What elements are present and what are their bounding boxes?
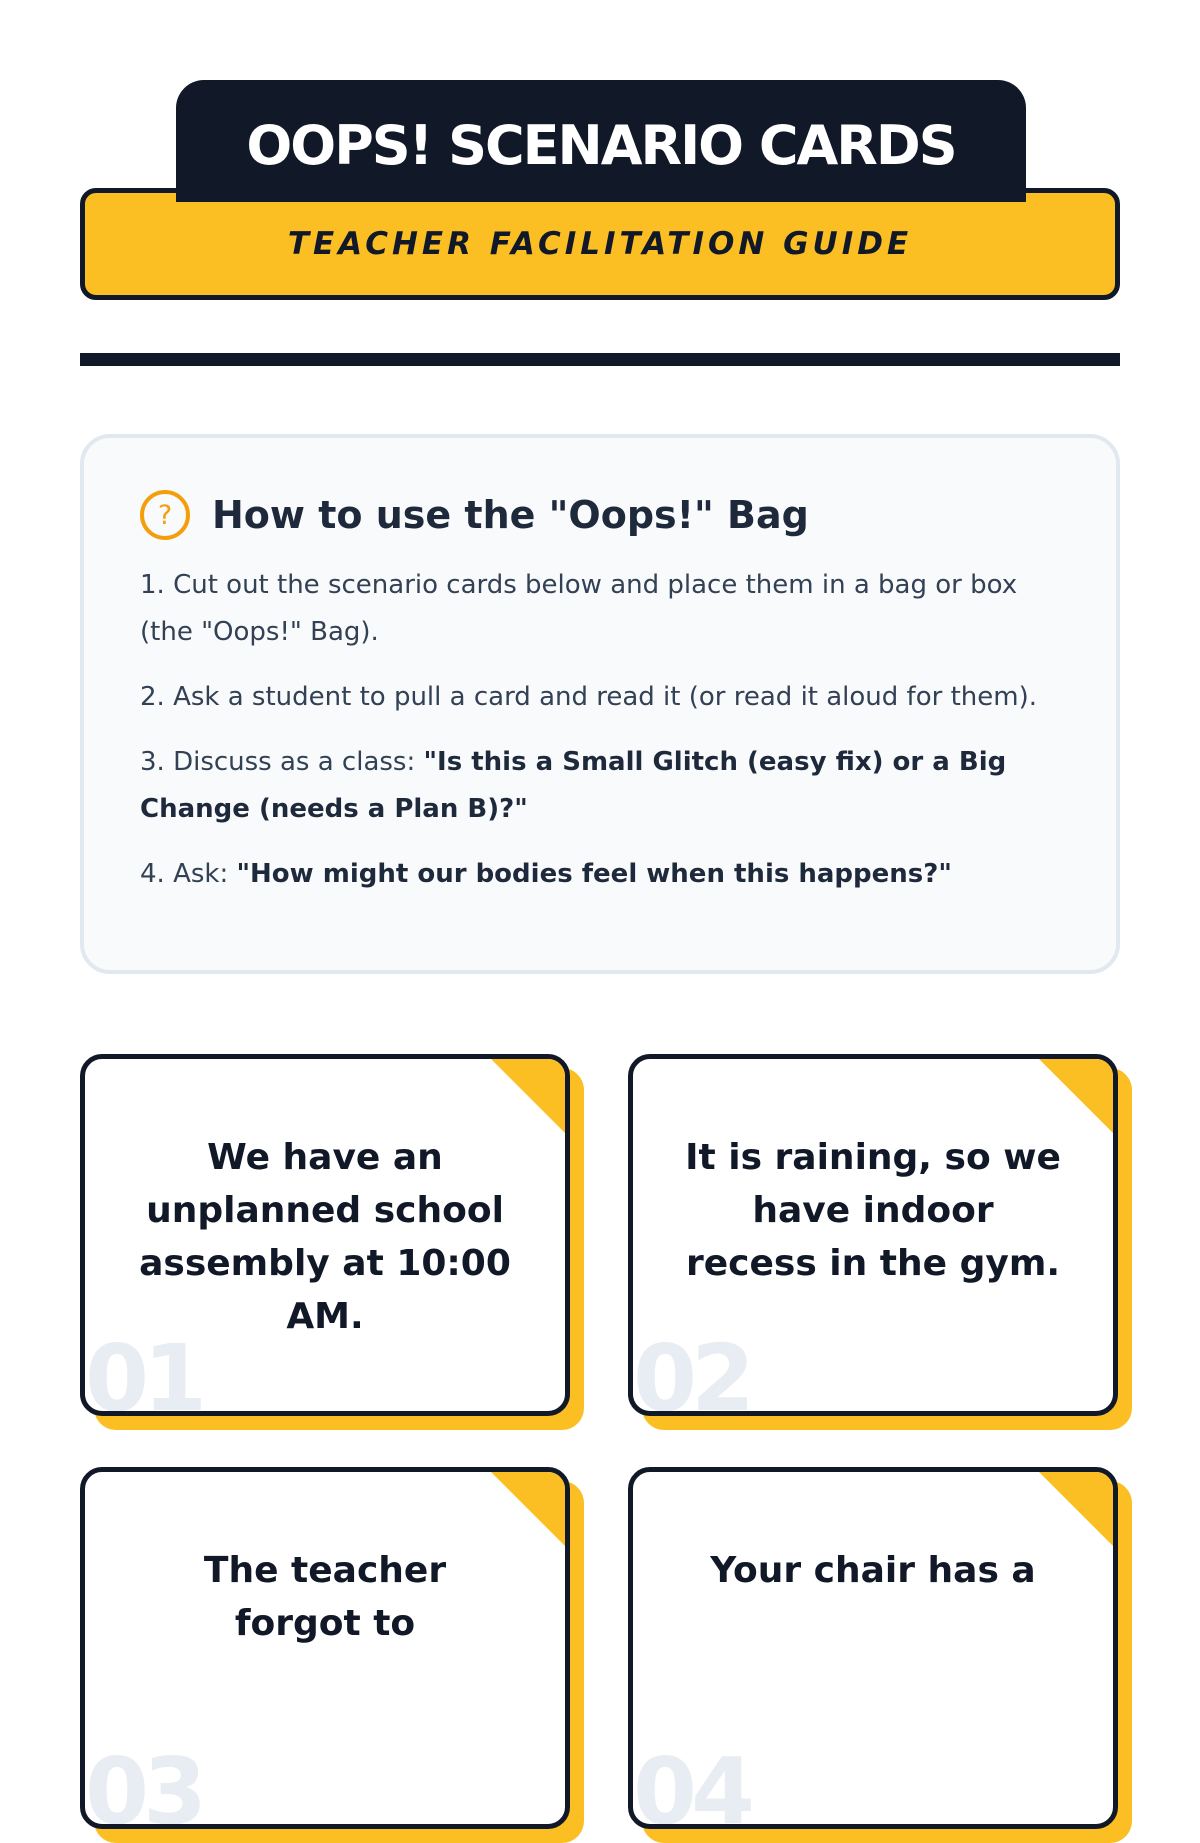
- card-number: 04: [633, 1738, 750, 1829]
- page-title: OOPS! SCENARIO CARDS: [246, 113, 956, 177]
- card-scenario-text: Your chair has a: [710, 1550, 1036, 1591]
- instructions-title: How to use the "Oops!" Bag: [212, 493, 809, 537]
- subtitle-banner: [80, 188, 1120, 300]
- step-emphasis: "How might our bodies feel when this happens?": [236, 859, 952, 889]
- card-corner-fold: [1039, 1472, 1113, 1546]
- card-face: [628, 1054, 1118, 1416]
- instruction-step-2: [140, 674, 1060, 721]
- card-corner-fold: [491, 1472, 565, 1546]
- card-scenario-text: It is raining, so we have indoor recess in the gym.: [685, 1137, 1061, 1284]
- scenario-card: [80, 1054, 570, 1416]
- instruction-step-4: [140, 851, 1060, 898]
- page-header: [80, 80, 1120, 300]
- card-corner-fold: [491, 1059, 565, 1133]
- page-subtitle: TEACHER FACILITATION GUIDE: [287, 226, 913, 262]
- title-tab: [176, 80, 1026, 202]
- card-scenario-text: We have an unplanned school assembly at 10:00 AM.: [139, 1137, 511, 1337]
- header-divider: [80, 353, 1120, 366]
- card-scenario-text: The teacher forgot to: [203, 1550, 447, 1644]
- step-text: 4. Ask:: [140, 859, 237, 889]
- scenario-card: [628, 1054, 1118, 1416]
- card-corner-fold: [1039, 1059, 1113, 1133]
- instruction-step-3: [140, 739, 1060, 833]
- instructions-panel: [80, 434, 1120, 974]
- card-face: [80, 1467, 570, 1829]
- card-face: [80, 1054, 570, 1416]
- instruction-step-1: [140, 562, 1060, 656]
- step-emphasis: "Is this a Small Glitch (easy fix) or a Big Change (needs a Plan B)?": [140, 747, 1007, 824]
- step-text: 2. Ask a student to pull a card and read it (or read it aloud for them).: [140, 682, 1037, 712]
- scenario-card: [628, 1467, 1118, 1829]
- card-number: 02: [633, 1325, 750, 1416]
- instructions-header: [140, 490, 1060, 540]
- scenario-card: [80, 1467, 570, 1829]
- step-text: 3. Discuss as a class:: [140, 747, 424, 777]
- step-text: 1. Cut out the scenario cards below and place them in a bag or box (the "Oops!" Bag).: [140, 570, 1018, 647]
- card-number: 01: [85, 1325, 202, 1416]
- question-circle-icon: ?: [140, 490, 190, 540]
- card-face: [628, 1467, 1118, 1829]
- card-number: 03: [85, 1738, 202, 1829]
